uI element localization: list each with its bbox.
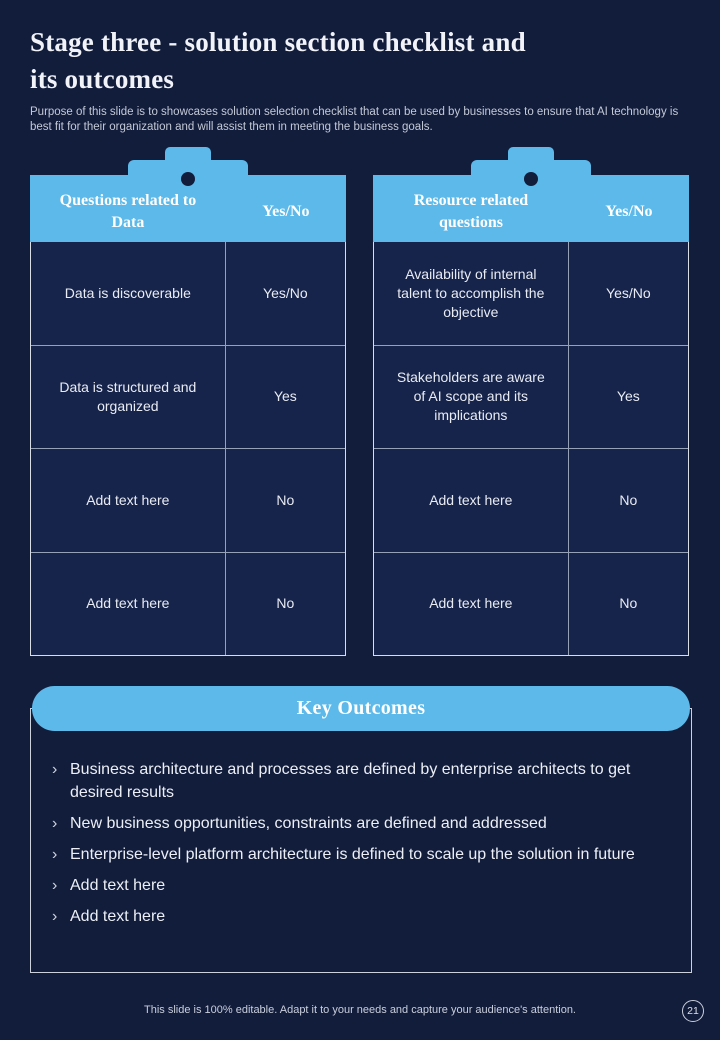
table-body — [373, 242, 689, 656]
question-cell: Data is structured and organized — [31, 346, 226, 449]
table-tab-shape — [30, 147, 346, 175]
table-header — [30, 175, 346, 242]
answer-cell: Yes/No — [263, 284, 308, 301]
table-tab-shape — [373, 147, 689, 175]
key-outcomes-list — [52, 758, 668, 936]
page-title-line-1: Stage three - solution section checklist and — [30, 27, 526, 57]
bullet-text: Add text here — [70, 877, 166, 894]
list-item — [52, 843, 668, 866]
list-item — [52, 812, 668, 835]
table-row — [374, 242, 688, 345]
tab-dot-icon — [524, 172, 538, 186]
answer-cell: Yes — [273, 388, 297, 405]
table-row — [31, 345, 345, 449]
key-outcomes-banner: Key Outcomes — [32, 686, 690, 731]
data-questions-table — [30, 147, 346, 656]
table-row — [374, 345, 688, 449]
bullet-chevron-icon: › — [52, 761, 58, 778]
page-number-badge: 21 — [682, 1000, 704, 1022]
answer-cell: No — [276, 595, 295, 612]
table-row — [374, 448, 688, 552]
table-header-answer-label: Yes/No — [605, 202, 653, 220]
question-cell: Availability of internal talent to accomplish the objective — [374, 242, 569, 345]
tab-dot-icon — [181, 172, 195, 186]
bullet-chevron-icon: › — [52, 846, 58, 863]
table-header-answer-label: Yes/No — [262, 202, 310, 220]
list-item — [52, 905, 668, 928]
bullet-text: Business architecture and processes are defined by enterprise architects to get desired results — [70, 761, 631, 801]
question-cell: Add text here — [31, 553, 226, 656]
table-body — [30, 242, 346, 656]
resource-questions-table — [373, 147, 689, 656]
table-row — [374, 552, 688, 656]
tab-step-icon — [165, 147, 211, 162]
question-cell: Add text here — [31, 449, 226, 552]
bullet-text: New business opportunities, constraints are defined and addressed — [70, 815, 547, 832]
answer-cell: Yes/No — [606, 284, 651, 301]
tab-step-icon — [508, 147, 554, 162]
page-title-line-2: its outcomes — [30, 64, 175, 94]
page-title — [30, 24, 670, 98]
bullet-chevron-icon: › — [52, 877, 58, 894]
table-row — [31, 242, 345, 345]
bullet-text: Add text here — [70, 908, 166, 925]
answer-cell: No — [276, 491, 295, 508]
table-row — [31, 448, 345, 552]
question-cell: Data is discoverable — [31, 242, 226, 345]
table-header — [373, 175, 689, 242]
list-item — [52, 874, 668, 897]
answer-cell: No — [619, 595, 638, 612]
list-item — [52, 758, 668, 804]
table-row — [31, 552, 345, 656]
checklist-tables — [30, 147, 689, 656]
question-cell: Add text here — [374, 449, 569, 552]
purpose-text: Purpose of this slide is to showcases solution selection checklist that can be used by businesses to ensure that AI technology is best fit for their organization and will assist them in meeting the business goals. — [30, 106, 679, 133]
bullet-chevron-icon: › — [52, 908, 58, 925]
footer-note: This slide is 100% editable. Adapt it to your needs and capture your audience's attention. — [144, 1004, 576, 1016]
table-header-question-label: Questions related to Data — [59, 191, 197, 231]
bullet-chevron-icon: › — [52, 815, 58, 832]
answer-cell: No — [619, 491, 638, 508]
question-cell: Stakeholders are aware of AI scope and its implications — [374, 346, 569, 449]
bullet-text: Enterprise-level platform architecture is defined to scale up the solution in future — [70, 846, 635, 863]
key-outcomes-section — [30, 686, 692, 973]
table-header-question-label: Resource related questions — [413, 191, 529, 231]
question-cell: Add text here — [374, 553, 569, 656]
answer-cell: Yes — [616, 388, 640, 405]
